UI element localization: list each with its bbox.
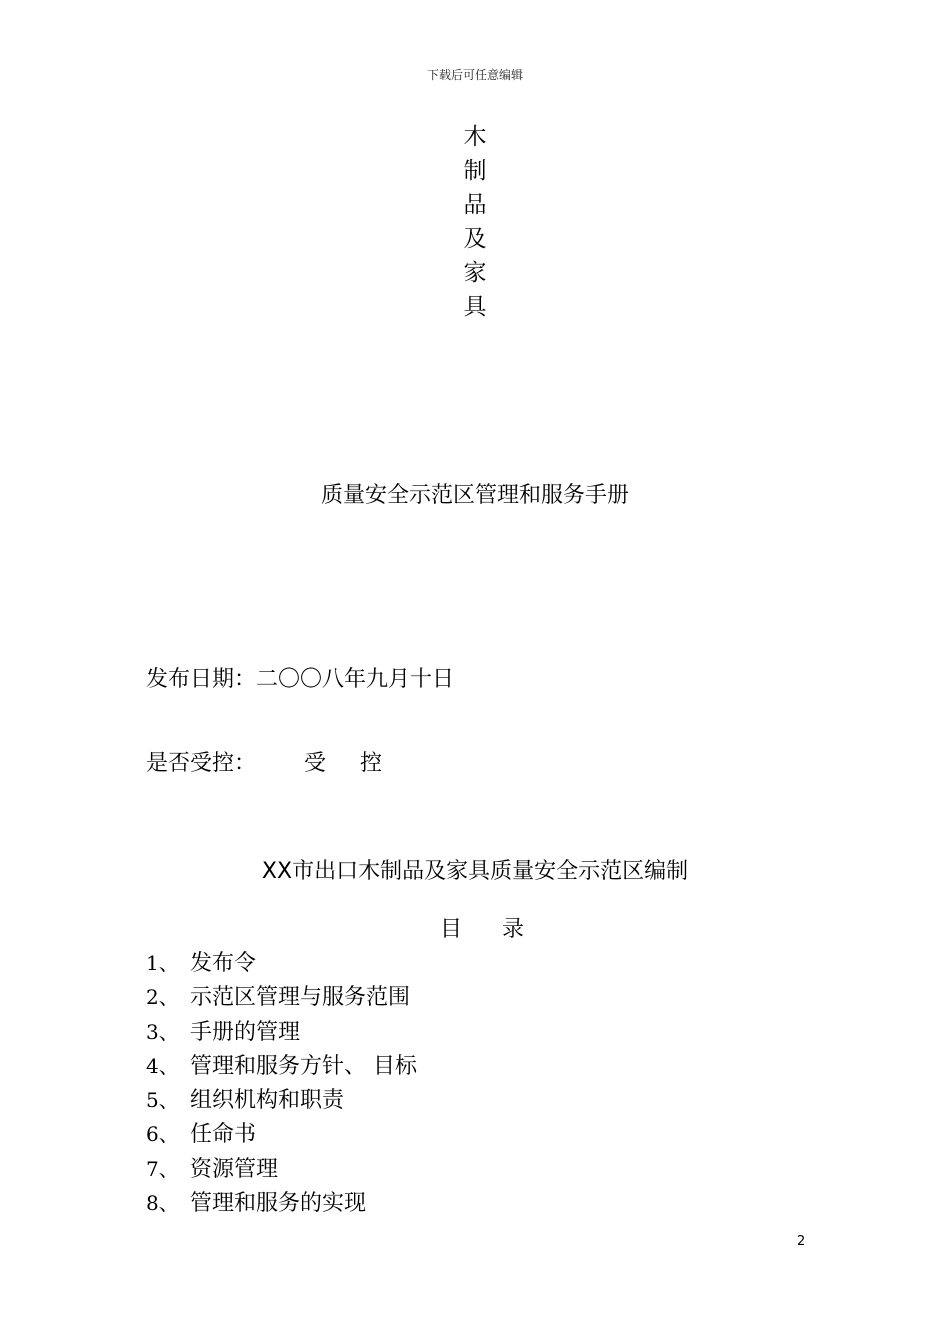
toc-item-text: 示范区管理与服务范围 [190, 985, 411, 1011]
vertical-title [458, 120, 492, 324]
toc-item-number: 1、 [146, 951, 179, 975]
toc-item-text: 管理和服务方针、 目标 [190, 1053, 417, 1079]
header-note: 下载后可任意编辑 [426, 68, 523, 82]
toc-item [146, 1152, 417, 1186]
toc-item [146, 1117, 417, 1151]
toc-item-text: 发布令 [190, 951, 257, 976]
toc-item-number: 7、 [146, 1156, 179, 1181]
title-char: 品 [463, 192, 487, 218]
compiled-by: XX市出口木制品及家具质量安全示范区编制 [261, 859, 689, 884]
issue-date-label: 发布日期： [146, 667, 257, 692]
control-status-value: 受控 [304, 751, 417, 776]
toc-item-text: 管理和服务的实现 [190, 1191, 367, 1217]
document-subtitle: 质量安全示范区管理和服务手册 [320, 483, 629, 508]
control-status [146, 746, 416, 777]
toc-item-number: 4、 [146, 1053, 179, 1078]
title-char: 制 [463, 158, 487, 184]
toc-item [146, 1015, 417, 1049]
toc-item-number: 2、 [146, 985, 179, 1010]
toc-item-number: 3、 [146, 1019, 179, 1044]
toc-item-number: 6、 [146, 1122, 179, 1147]
toc-item-number: 8、 [146, 1191, 179, 1216]
toc-item-text: 组织机构和职责 [190, 1088, 345, 1114]
title-char: 及 [463, 226, 487, 252]
toc-item [146, 980, 417, 1014]
toc-item [146, 1186, 417, 1220]
title-char: 家 [463, 260, 487, 286]
title-char: 木 [463, 124, 487, 150]
toc-item [146, 946, 417, 980]
title-char: 具 [463, 294, 487, 320]
toc-item-text: 资源管理 [190, 1156, 279, 1182]
toc-item-number: 5、 [146, 1088, 179, 1113]
toc-item [146, 1049, 417, 1083]
page-number: 2 [797, 1234, 806, 1249]
control-status-label: 是否受控： [146, 751, 257, 776]
toc-title: 目录 [440, 917, 565, 942]
issue-date [146, 662, 454, 693]
toc-item-text: 手册的管理 [190, 1019, 301, 1045]
toc-item-text: 任命书 [190, 1122, 257, 1148]
toc-item [146, 1083, 417, 1117]
issue-date-value: 二〇〇八年九月十日 [256, 667, 455, 692]
toc-list [146, 946, 417, 1220]
